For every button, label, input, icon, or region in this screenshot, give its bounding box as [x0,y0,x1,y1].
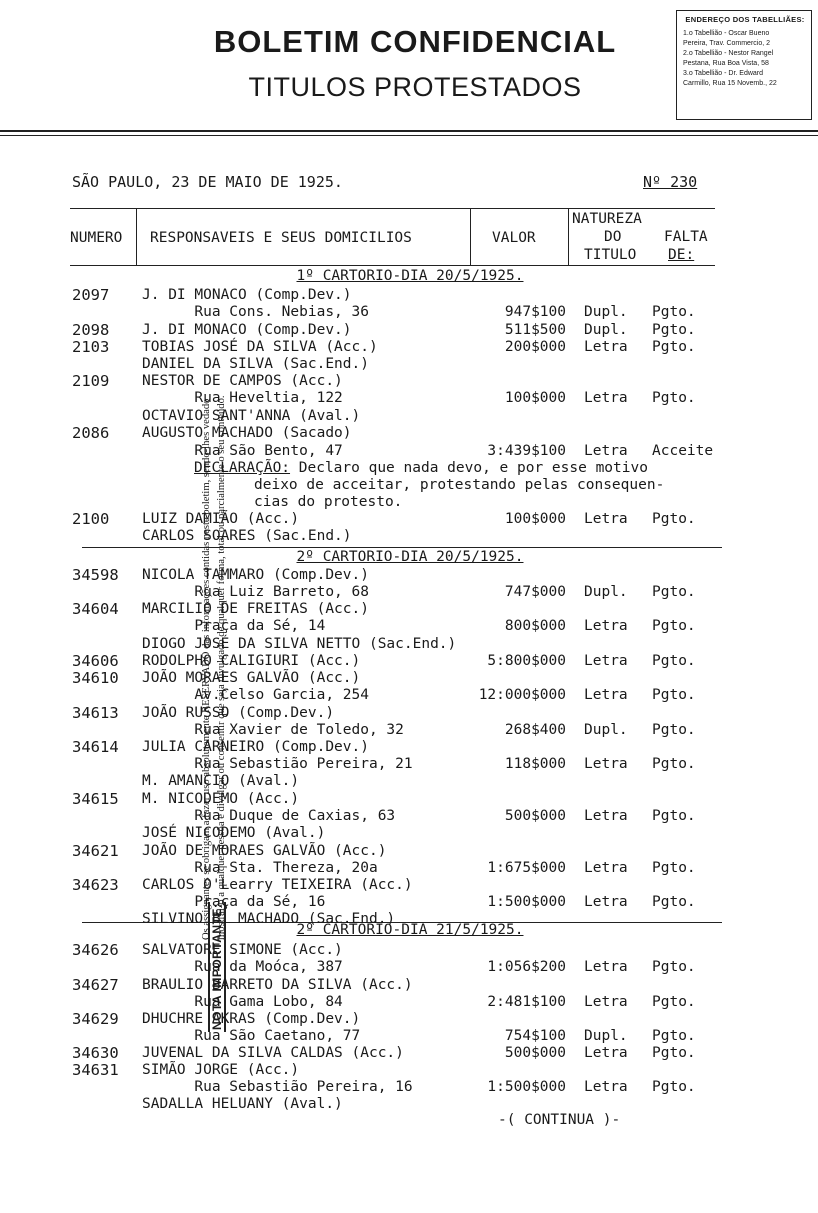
address-box-heading: ENDEREÇO DOS TABELLIÃES: [685,15,805,24]
entry-responsible: Rua Duque de Caxias, 63 [142,808,396,824]
address-line: 3.o Tabellião - Dr. Edward [683,70,764,77]
entry-responsible: Rua Xavier de Toledo, 32 [142,722,404,738]
entry-falta: Pgto. [652,808,696,824]
entry-number: 34626 [72,941,119,959]
entry-falta: Pgto. [652,584,696,600]
entry-natureza: Letra [584,687,628,703]
entry-responsible: JUVENAL DA SILVA CALDAS (Acc.) [142,1045,404,1061]
entry-valor: 747$000 [504,584,566,600]
entry-responsible: Rua Heveltia, 122 [142,390,343,406]
entry-responsible: JOSÉ NICODEMO (Aval.) [142,825,326,841]
tabelliaes-address-box [676,10,812,120]
column-header-natureza: NATUREZA [572,211,642,227]
entry-falta: Pgto. [652,994,696,1010]
entry-responsible: Rua São Caetano, 77 [142,1028,361,1044]
entry-responsible: SILVINO B. MACHADO (Sac.End.) [142,911,396,927]
entry-responsible: Rua Luiz Barreto, 68 [142,584,369,600]
entry-responsible: Praça da Sé, 14 [142,618,326,634]
entry-responsible: JOÃO DE MORAES GALVÃO (Acc.) [142,843,387,859]
bulletin-subtitle: TITULOS PROTESTADOS [248,72,582,102]
entry-responsible: Rua Sta. Thereza, 20a [142,860,378,876]
entry-number: 34629 [72,1010,119,1028]
entry-falta: Pgto. [652,1028,696,1044]
column-header-responsaveis: RESPONSAVEIS E SEUS DOMICILIOS [150,230,412,246]
entry-valor: 754$100 [504,1028,566,1044]
entry-falta: Pgto. [652,894,696,910]
entry-falta: Acceite [652,443,714,459]
entry-responsible: OCTAVIO SANT'ANNA (Aval.) [142,408,361,424]
entry-falta: Pgto. [652,1045,696,1061]
entry-natureza: Letra [584,390,628,406]
entry-falta: Pgto. [652,860,696,876]
table-header-bottom-rule [70,265,715,266]
entry-responsible: DIOGO JOSÉ DA SILVA NETTO (Sac.End.) [142,636,457,652]
entry-natureza: Letra [584,894,628,910]
entry-natureza: Dupl. [584,322,628,338]
place-date: SÃO PAULO, 23 DE MAIO DE 1925. [72,173,343,191]
column-header-valor: VALOR [492,230,536,246]
entry-responsible: J. DI MONACO (Comp.Dev.) [142,287,352,303]
entry-valor: 800$000 [504,618,566,634]
declaracao-line-3: cias do protesto. [254,494,403,510]
entry-valor: 1:500$000 [487,894,566,910]
sidebar-notice-line-1: Os assignantes se obrigam a fazer uso absolutamente RESERVADO das informações contidas neste boletim, sendo-lhes vedado [201,398,212,940]
address-line: Pestana, Rua Boa Vista, 58 [683,60,769,67]
declaracao-text: Declaro que nada devo, e por esse motivo [290,460,648,476]
entry-responsible: LUIZ DAMIÃO (Acc.) [142,511,300,527]
entry-responsible: Praça da Sé, 16 [142,894,326,910]
entry-number: 34606 [72,652,119,670]
entry-responsible: J. DI MONACO (Comp.Dev.) [142,322,352,338]
entry-responsible: M. AMANCIO (Aval.) [142,773,300,789]
entry-number: 2097 [72,286,110,304]
entry-responsible: Rua Cons. Nebias, 36 [142,304,369,320]
entry-falta: Pgto. [652,959,696,975]
entry-natureza: Letra [584,959,628,975]
entry-falta: Pgto. [652,390,696,406]
entry-valor: 100$000 [504,390,566,406]
entry-valor: 947$100 [504,304,566,320]
entry-falta: Pgto. [652,687,696,703]
entry-valor: 100$000 [504,511,566,527]
entry-responsible: DANIEL DA SILVA (Sac.End.) [142,356,369,372]
entry-number: 34623 [72,876,119,894]
entry-responsible: JOÃO RUSSO (Comp.Dev.) [142,705,335,721]
entry-falta: Pgto. [652,618,696,634]
column-divider [136,208,137,265]
declaracao-line-2: deixo de acceitar, protestando pelas consequen- [254,477,665,493]
column-header-numero: NUMERO [70,230,123,246]
entry-responsible: M. NICODEMO (Acc.) [142,791,300,807]
entry-falta: Pgto. [652,304,696,320]
entry-falta: Pgto. [652,722,696,738]
bulletin-number: Nº 230 [643,173,698,191]
declaracao-line-1 [194,460,648,477]
entry-responsible: JULIA CARNEIRO (Comp.Dev.) [142,739,369,755]
column-header-falta-de: DE: [668,247,695,263]
entry-number: 2086 [72,424,110,442]
entry-falta: Pgto. [652,511,696,527]
entry-responsible: MARCILIO DE FREITAS (Acc.) [142,601,369,617]
entry-number: 34627 [72,976,119,994]
entry-responsible: RODOLPHO CALIGIURI (Acc.) [142,653,361,669]
entry-responsible: CARLOS SOARES (Sac.End.) [142,528,352,544]
header-rule-top [0,130,818,132]
entry-natureza: Dupl. [584,1028,628,1044]
entry-valor: 1:056$200 [487,959,566,975]
entry-responsible: DHUCHRE AKRAS (Comp.Dev.) [142,1011,361,1027]
section-heading: 1º CARTORIO-DIA 20/5/1925. [296,268,524,284]
entry-responsible: TOBIAS JOSÉ DA SILVA (Acc.) [142,339,378,355]
entry-falta: Pgto. [652,322,696,338]
entry-number: 34598 [72,566,119,584]
column-divider [568,208,569,265]
entry-natureza: Dupl. [584,722,628,738]
entry-valor: 200$000 [504,339,566,355]
entry-natureza: Dupl. [584,304,628,320]
entry-natureza: Letra [584,756,628,772]
entry-responsible: Rua Gama Lobo, 84 [142,994,343,1010]
section-heading: 2º CARTORIO-DIA 21/5/1925. [296,922,524,938]
entry-responsible: NICOLA TAMMARO (Comp.Dev.) [142,567,369,583]
entry-valor: 500$000 [504,1045,566,1061]
entry-falta: Pgto. [652,339,696,355]
address-line: 1.o Tabellião - Oscar Bueno [683,30,770,37]
entry-responsible: SIMÃO JORGE (Acc.) [142,1062,300,1078]
entry-number: 34621 [72,842,119,860]
section-heading: 2º CARTORIO-DIA 20/5/1925. [296,549,524,565]
entry-natureza: Letra [584,1079,628,1095]
entry-valor: 1:675$000 [487,860,566,876]
entry-number: 2103 [72,338,110,356]
entry-number: 34630 [72,1044,119,1062]
entry-valor: 1:500$000 [487,1079,566,1095]
entry-responsible: JOÃO MORAES GALVÃO (Acc.) [142,670,361,686]
entry-valor: 268$400 [504,722,566,738]
entry-responsible: CARLOS O'Learry TEIXEIRA (Acc.) [142,877,413,893]
entry-responsible: SADALLA HELUANY (Aval.) [142,1096,343,1112]
entry-valor: 118$000 [504,756,566,772]
entry-natureza: Letra [584,618,628,634]
entry-number: 2098 [72,321,110,339]
table-header-top-rule [70,208,715,209]
entry-number: 34610 [72,669,119,687]
entry-responsible: Rua Sebastião Pereira, 21 [142,756,413,772]
entry-responsible: Rua da Moóca, 387 [142,959,343,975]
continua-note: -( CONTINUA )- [498,1112,621,1128]
entry-valor: 500$000 [504,808,566,824]
entry-number: 2109 [72,372,110,390]
entry-responsible: AUGUSTO MACHADO (Sacado) [142,425,352,441]
entry-natureza: Letra [584,808,628,824]
entry-natureza: Letra [584,511,628,527]
column-divider [470,208,471,265]
entry-valor: 3:439$100 [487,443,566,459]
entry-number: 34614 [72,738,119,756]
entry-responsible: SALVATORE SIMONE (Acc.) [142,942,343,958]
entry-falta: Pgto. [652,653,696,669]
important-note-label: NOTA IMPORTANTE: [210,903,224,1030]
entry-valor: 511$500 [504,322,566,338]
declaracao-label: DECLARAÇÃO: [194,460,291,476]
column-header-natureza-do: DO [604,229,622,245]
sidebar-notice-line-2: mostral-o a qualquer pessôa e divulgar ou consentir que seja divulgado de qualquer forma, total ou parcialmente o seu conteúdo. [216,395,227,940]
entry-valor: 5:800$000 [487,653,566,669]
entry-number: 2100 [72,510,110,528]
column-header-falta: FALTA [664,229,708,245]
entry-responsible: BRAULIO BARRETO DA SILVA (Acc.) [142,977,413,993]
entry-valor: 12:000$000 [478,687,566,703]
section-separator [82,547,722,548]
entry-number: 34615 [72,790,119,808]
entry-natureza: Letra [584,994,628,1010]
bulletin-title: BOLETIM CONFIDENCIAL [213,24,617,59]
entry-natureza: Letra [584,1045,628,1061]
entry-natureza: Letra [584,443,628,459]
entry-natureza: Letra [584,653,628,669]
header-rule-bottom [0,135,818,136]
column-header-natureza-titulo: TITULO [584,247,637,263]
entry-responsible: Av.Celso Garcia, 254 [142,687,369,703]
address-line: Pereira, Trav. Commercio, 2 [683,40,771,47]
entry-number: 34631 [72,1061,119,1079]
entry-falta: Pgto. [652,756,696,772]
entry-natureza: Letra [584,860,628,876]
entry-number: 34613 [72,704,119,722]
address-line: 2.o Tabellião - Nestor Rangel [683,50,774,57]
entry-valor: 2:481$100 [487,994,566,1010]
address-line: Carmillo, Rua 15 Novemb., 22 [683,80,777,87]
entry-responsible: Rua São Bento, 47 [142,443,343,459]
entry-natureza: Letra [584,339,628,355]
entry-natureza: Dupl. [584,584,628,600]
entry-number: 34604 [72,600,119,618]
entry-responsible: Rua Sebastião Pereira, 16 [142,1079,413,1095]
entry-falta: Pgto. [652,1079,696,1095]
entry-responsible: NESTOR DE CAMPOS (Acc.) [142,373,343,389]
